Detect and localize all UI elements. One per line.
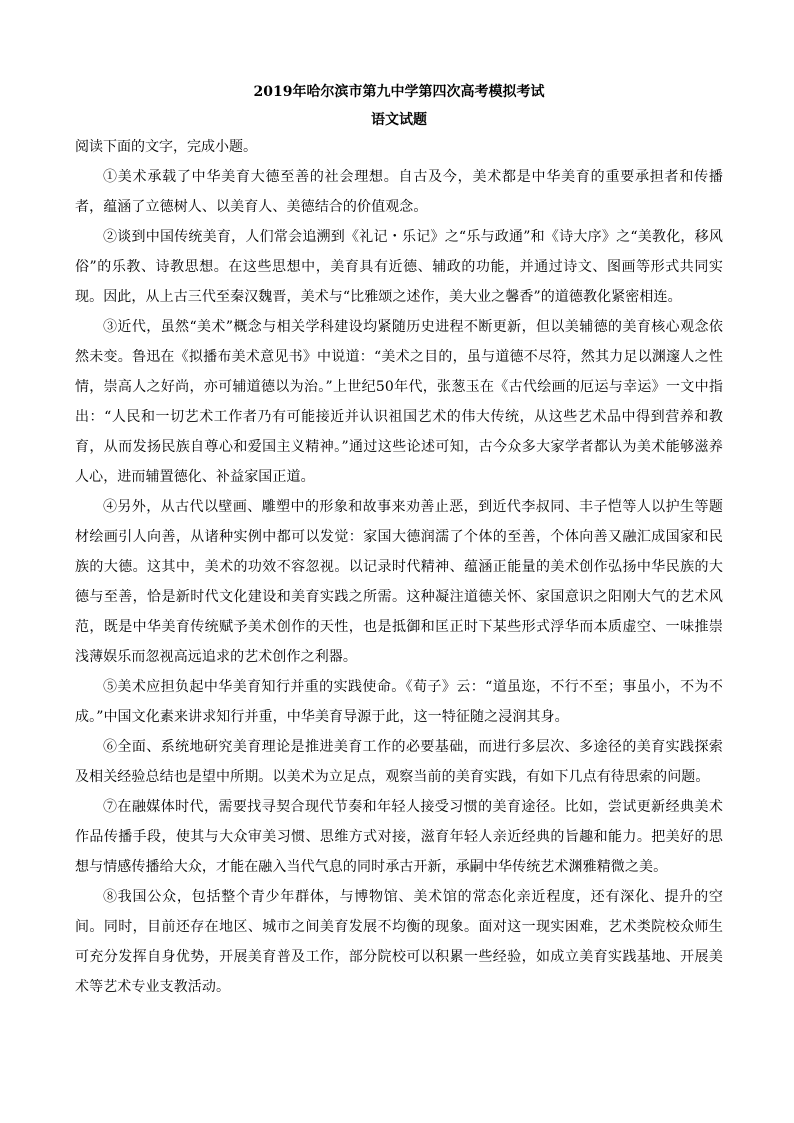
paragraph-8: ⑧我国公众，包括整个青少年群体，与博物馆、美术馆的常态化亲近程度，还有深化、提升的空间。同时，目前还存在地区、城市之间美育发展不均衡的现象。面对这一现实困难，艺术类院校众师生可充分发挥自身优势，开展美育普及工作，部分院校可以积累一些经验，如成立美育实践基地、开展美术等艺术专业支教活动。 xyxy=(75,889,723,995)
paragraph-2: ②谈到中国传统美育，人们常会追溯到《礼记・乐记》之“乐与政通”和《诗大序》之“美教化，移风俗”的乐教、诗教思想。在这些思想中，美育具有近德、辅政的功能，并通过诗文、图画等形式共同实现。因此，从上古三代至秦汉魏晋，美术与“比雅颂之述作，美大业之馨香”的道德教化紧密相连。 xyxy=(75,229,723,305)
document-page xyxy=(75,78,723,1002)
paragraph-5: ⑤美术应担负起中华美育知行并重的实践使命。《荀子》云：“道虽迩，不行不至；事虽小，不为不成。”中国文化素来讲求知行并重，中华美育导源于此，这一特征随之浸润其身。 xyxy=(75,679,723,725)
instruction-text: 阅读下面的文字，完成小题。 xyxy=(75,139,257,155)
paragraph-6: ⑥全面、系统地研究美育理论是推进美育工作的必要基础，而进行多层次、多途径的美育实践探索及相关经验总结也是望中所期。以美术为立足点，观察当前的美育实践，有如下几点有待思索的问题。 xyxy=(75,739,723,785)
paragraph-7: ⑦在融媒体时代，需要找寻契合现代节奏和年轻人接受习惯的美育途径。比如，尝试更新经典美术作品传播手段，使其与大众审美习惯、思维方式对接，滋育年轻人亲近经典的旨趣和能力。把美好的思想与情感传播给大众，才能在融入当代气息的同时承古开新，承嗣中华传统艺术渊雅精微之美。 xyxy=(75,799,723,875)
paragraph-4: ④另外，从古代以壁画、雕塑中的形象和故事来劝善止恶，到近代李叔同、丰子恺等人以护生等题材绘画引人向善，从诸种实例中都可以发觉：家国大德润濡了个体的至善，个体向善又融汇成国家和民族的大德。这其中，美术的功效不容忽视。以记录时代精神、蕴涵正能量的美术创作弘扬中华民族的大德与至善，恰是新时代文化建设和美育实践之所需。这种凝注道德关怀、家国意识之阳刚大气的艺术风范，既是中华美育传统赋予美术创作的天性，也是抵御和匡正时下某些形式浮华而本质虚空、一味推崇浅薄娱乐而忽视高远追求的艺术创作之利器。 xyxy=(75,499,723,665)
paragraph-3: ③近代，虽然“美术”概念与相关学科建设均紧随历史进程不断更新，但以美辅德的美育核心观念依然未变。鲁迅在《拟播布美术意见书》中说道：“美术之目的，虽与道德不尽符，然其力足以渊邃人之性情，崇高人之好尚，亦可辅道德以为治。”上世纪50年代，张葱玉在《古代绘画的厄运与幸运》一文中指出：“人民和一切艺术工作者乃有可能接近并认识祖国艺术的伟大传统，从这些艺术品中得到营养和教育，从而发扬民族自尊心和爱国主义精神。”通过这些论述可知，古今众多大家学者都认为美术能够滋养人心，进而辅置德化、补益家国正道。 xyxy=(75,319,723,485)
exam-subtitle: 语文试题 xyxy=(371,112,427,128)
paragraph-1: ①美术承载了中华美育大德至善的社会理想。自古及今，美术都是中华美育的重要承担者和传播者，蕴涵了立德树人、以美育人、美德结合的价值观念。 xyxy=(75,169,723,215)
exam-title: 2019年哈尔滨市第九中学第四次高考模拟考试 xyxy=(253,84,545,100)
